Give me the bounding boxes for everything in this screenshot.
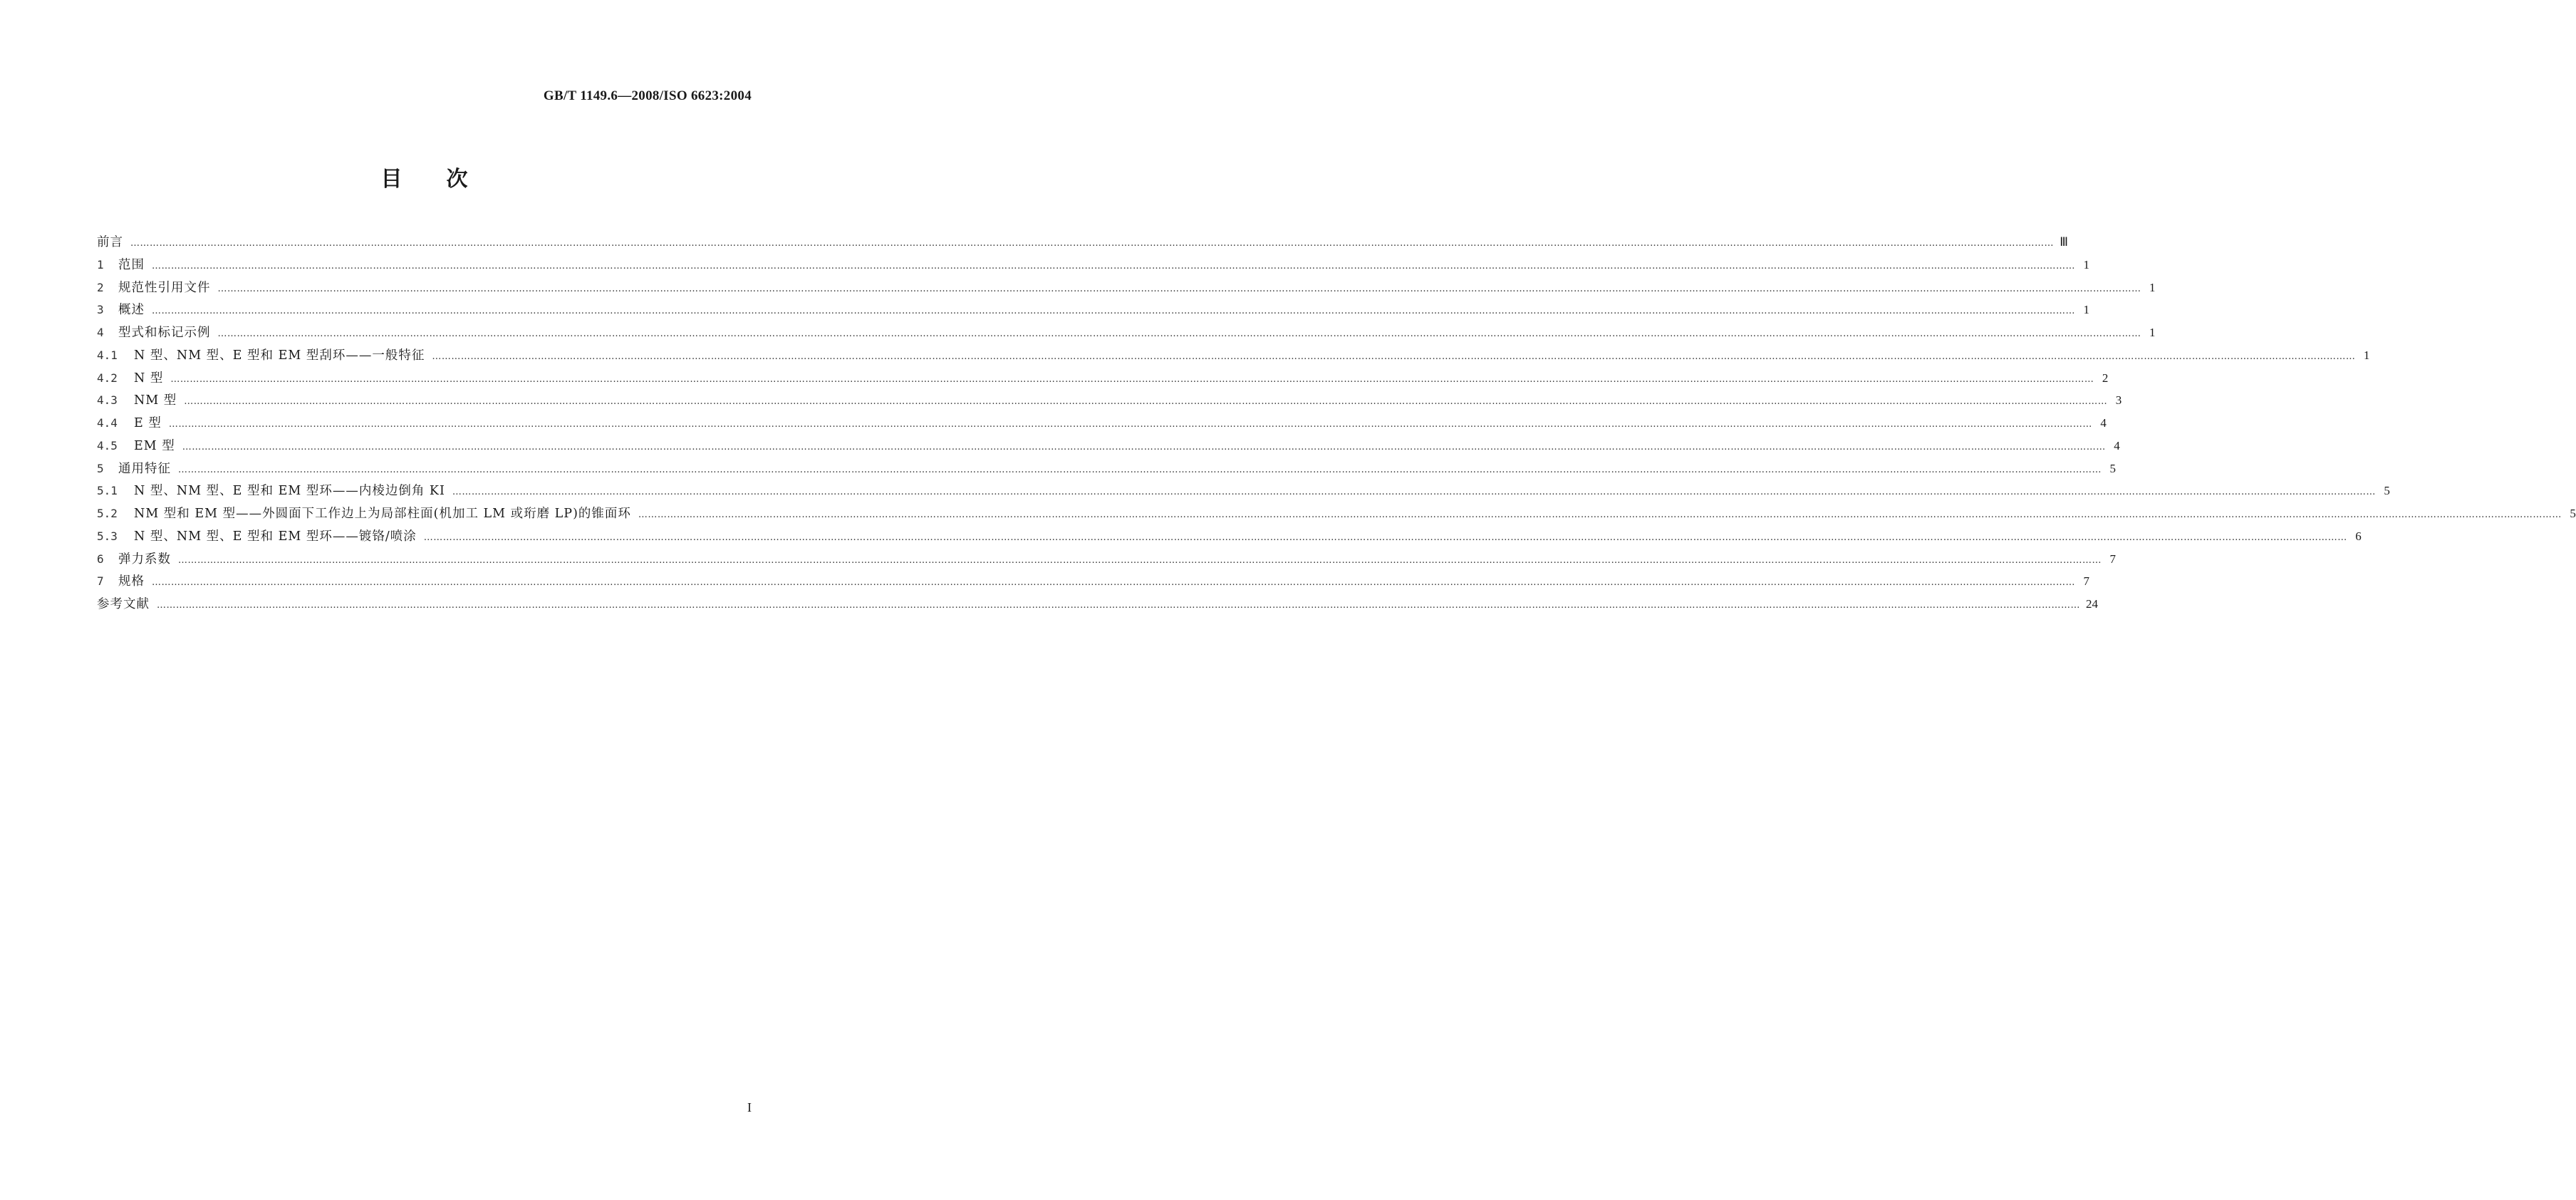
toc-leader-dots: ……………………………………………………………………………………………………………………………………………………………………………………………………………………………………………………………………………………………………………………………………………………………………………………………………………………………………………………………………………………………………………………………………………………: [452, 487, 2376, 498]
toc-entry-5-2[interactable]: [97, 504, 2576, 527]
toc-entry-text: N 型、NM 型、E 型和 EM 型环——内棱边倒角 KI: [134, 484, 445, 499]
toc-entry-text: 概述: [118, 303, 145, 318]
toc-leader-dots: ……………………………………………………………………………………………………………………………………………………………………………………………………………………………………………………………………………………………………………………………………………………………………………………………………………………………………………………………………………………………………………………………………………………: [432, 351, 2356, 362]
toc-entry-page: 5: [2570, 507, 2576, 520]
toc-entry-5-1[interactable]: [97, 481, 2390, 504]
toc-entry-page: Ⅲ: [2060, 235, 2068, 249]
toc-entry-4-1[interactable]: [97, 346, 2370, 368]
toc-entry-number: 4.4: [97, 416, 118, 430]
toc-entry-foreword[interactable]: [97, 232, 2068, 255]
toc-entry-number: 6: [97, 552, 104, 566]
toc-entry-4[interactable]: [97, 323, 2156, 346]
toc-entry-number: 5: [97, 461, 104, 475]
toc-leader-dots: ……………………………………………………………………………………………………………………………………………………………………………………………………………………………………………………………………………………………………………………………………………………………………………………………………………………………………………………………………………………………………………………………………………………: [217, 283, 2141, 294]
toc-entry-5[interactable]: [97, 459, 2116, 482]
toc-entry-text: 规格: [118, 574, 145, 589]
toc-entry-text: 弹力系数: [118, 552, 171, 567]
toc-entry-number: 3: [97, 303, 104, 317]
toc-entry-page: 24: [2086, 597, 2098, 611]
toc-entry-2[interactable]: [97, 278, 2156, 301]
toc-leader-dots: ……………………………………………………………………………………………………………………………………………………………………………………………………………………………………………………………………………………………………………………………………………………………………………………………………………………………………………………………………………………………………………………………………………………: [152, 577, 2075, 589]
toc-entry-page: 1: [2083, 303, 2089, 317]
standard-code: GB/T 1149.6—2008/ISO 6623:2004: [543, 88, 752, 103]
toc-entry-text: 参考文献: [97, 597, 150, 611]
toc-entry-number: 5.1: [97, 484, 118, 498]
toc-entry-page: 2: [2102, 371, 2109, 385]
toc-entry-text: 前言: [97, 235, 123, 249]
toc-entry-page: 7: [2083, 574, 2089, 589]
toc-leader-dots: ……………………………………………………………………………………………………………………………………………………………………………………………………………………………………………………………………………………………………………………………………………………………………………………………………………………………………………………………………………………………………………………………………………………: [157, 600, 2080, 611]
toc-leader-dots: ……………………………………………………………………………………………………………………………………………………………………………………………………………………………………………………………………………………………………………………………………………………………………………………………………………………………………………………………………………………………………………………………………………………: [182, 441, 2106, 452]
toc-entry-4-2[interactable]: [97, 368, 2109, 391]
toc-entry-text: NM 型和 EM 型——外圆面下工作边上为局部柱面(机加工 LM 或珩磨 LP)的锥面环: [134, 507, 631, 521]
toc-entry-4-5[interactable]: [97, 436, 2120, 459]
page-number: I: [747, 1100, 752, 1114]
toc-entry-text: N 型、NM 型、E 型和 EM 型刮环——一般特征: [134, 348, 425, 363]
toc-entry-number: 4.2: [97, 371, 118, 385]
toc-leader-dots: ……………………………………………………………………………………………………………………………………………………………………………………………………………………………………………………………………………………………………………………………………………………………………………………………………………………………………………………………………………………………………………………………………………………: [152, 260, 2075, 271]
toc-entry-number: 4: [97, 326, 104, 339]
toc-entry-number: 4.3: [97, 393, 118, 408]
toc-entry-page: 5: [2384, 484, 2390, 498]
toc-entry-number: 4.5: [97, 438, 118, 452]
toc-leader-dots: ……………………………………………………………………………………………………………………………………………………………………………………………………………………………………………………………………………………………………………………………………………………………………………………………………………………………………………………………………………………………………………………………………………………: [178, 554, 2102, 566]
toc-entry-text: N 型: [134, 371, 164, 386]
toc-entry-page: 6: [2355, 529, 2362, 543]
table-of-contents: [97, 232, 2576, 617]
toc-entry-page: 1: [2149, 326, 2156, 339]
toc-leader-dots: ……………………………………………………………………………………………………………………………………………………………………………………………………………………………………………………………………………………………………………………………………………………………………………………………………………………………………………………………………………………………………………………………………………………: [170, 373, 2094, 385]
toc-entry-page: 4: [2114, 438, 2120, 452]
page-title: 目次: [380, 167, 512, 192]
toc-entry-6[interactable]: [97, 549, 2116, 572]
toc-entry-text: 通用特征: [118, 461, 171, 476]
toc-entry-text: NM 型: [134, 393, 177, 408]
toc-leader-dots: ……………………………………………………………………………………………………………………………………………………………………………………………………………………………………………………………………………………………………………………………………………………………………………………………………………………………………………………………………………………………………………………………………………………: [130, 238, 2054, 249]
toc-entry-text: 规范性引用文件: [118, 280, 211, 295]
toc-entry-page: 1: [2083, 257, 2089, 271]
toc-entry-page: 3: [2115, 393, 2122, 408]
toc-entry-4-3[interactable]: [97, 390, 2122, 413]
toc-entry-5-3[interactable]: [97, 527, 2362, 549]
toc-entry-number: 5.2: [97, 507, 118, 520]
toc-leader-dots: ……………………………………………………………………………………………………………………………………………………………………………………………………………………………………………………………………………………………………………………………………………………………………………………………………………………………………………………………………………………………………………………………………………………: [217, 329, 2141, 339]
toc-leader-dots: ……………………………………………………………………………………………………………………………………………………………………………………………………………………………………………………………………………………………………………………………………………………………………………………………………………………………………………………………………………………………………………………………………………………: [168, 419, 2092, 430]
toc-leader-dots: ……………………………………………………………………………………………………………………………………………………………………………………………………………………………………………………………………………………………………………………………………………………………………………………………………………………………………………………………………………………………………………………………………………………: [152, 306, 2075, 317]
toc-entry-number: 2: [97, 280, 104, 294]
toc-entry-number: 4.1: [97, 348, 118, 362]
toc-entry-number: 5.3: [97, 529, 118, 543]
toc-leader-dots: ……………………………………………………………………………………………………………………………………………………………………………………………………………………………………………………………………………………………………………………………………………………………………………………………………………………………………………………………………………………………………………………………………………………: [638, 510, 2562, 520]
toc-leader-dots: ……………………………………………………………………………………………………………………………………………………………………………………………………………………………………………………………………………………………………………………………………………………………………………………………………………………………………………………………………………………………………………………………………………………: [184, 396, 2108, 408]
toc-entry-text: 范围: [118, 257, 145, 272]
toc-entry-page: 1: [2149, 280, 2156, 294]
toc-entry-page: 4: [2100, 416, 2107, 430]
toc-entry-4-4[interactable]: [97, 413, 2107, 436]
toc-entry-text: E 型: [134, 416, 162, 430]
toc-entry-number: 7: [97, 574, 104, 589]
toc-entry-text: EM 型: [134, 438, 175, 453]
toc-entry-page: 1: [2363, 348, 2370, 362]
toc-entry-text: 型式和标记示例: [118, 326, 211, 340]
toc-entry-1[interactable]: [97, 255, 2089, 278]
toc-leader-dots: ……………………………………………………………………………………………………………………………………………………………………………………………………………………………………………………………………………………………………………………………………………………………………………………………………………………………………………………………………………………………………………………………………………………: [178, 464, 2102, 475]
toc-entry-page: 5: [2109, 461, 2116, 475]
toc-entry-page: 7: [2109, 552, 2116, 566]
toc-entry-number: 1: [97, 257, 104, 271]
toc-entry-bibliography[interactable]: [97, 594, 2098, 617]
toc-leader-dots: ……………………………………………………………………………………………………………………………………………………………………………………………………………………………………………………………………………………………………………………………………………………………………………………………………………………………………………………………………………………………………………………………………………………: [423, 532, 2347, 543]
toc-entry-3[interactable]: [97, 300, 2089, 323]
toc-entry-text: N 型、NM 型、E 型和 EM 型环——镀铬/喷涂: [134, 529, 417, 544]
toc-entry-7[interactable]: [97, 571, 2089, 594]
